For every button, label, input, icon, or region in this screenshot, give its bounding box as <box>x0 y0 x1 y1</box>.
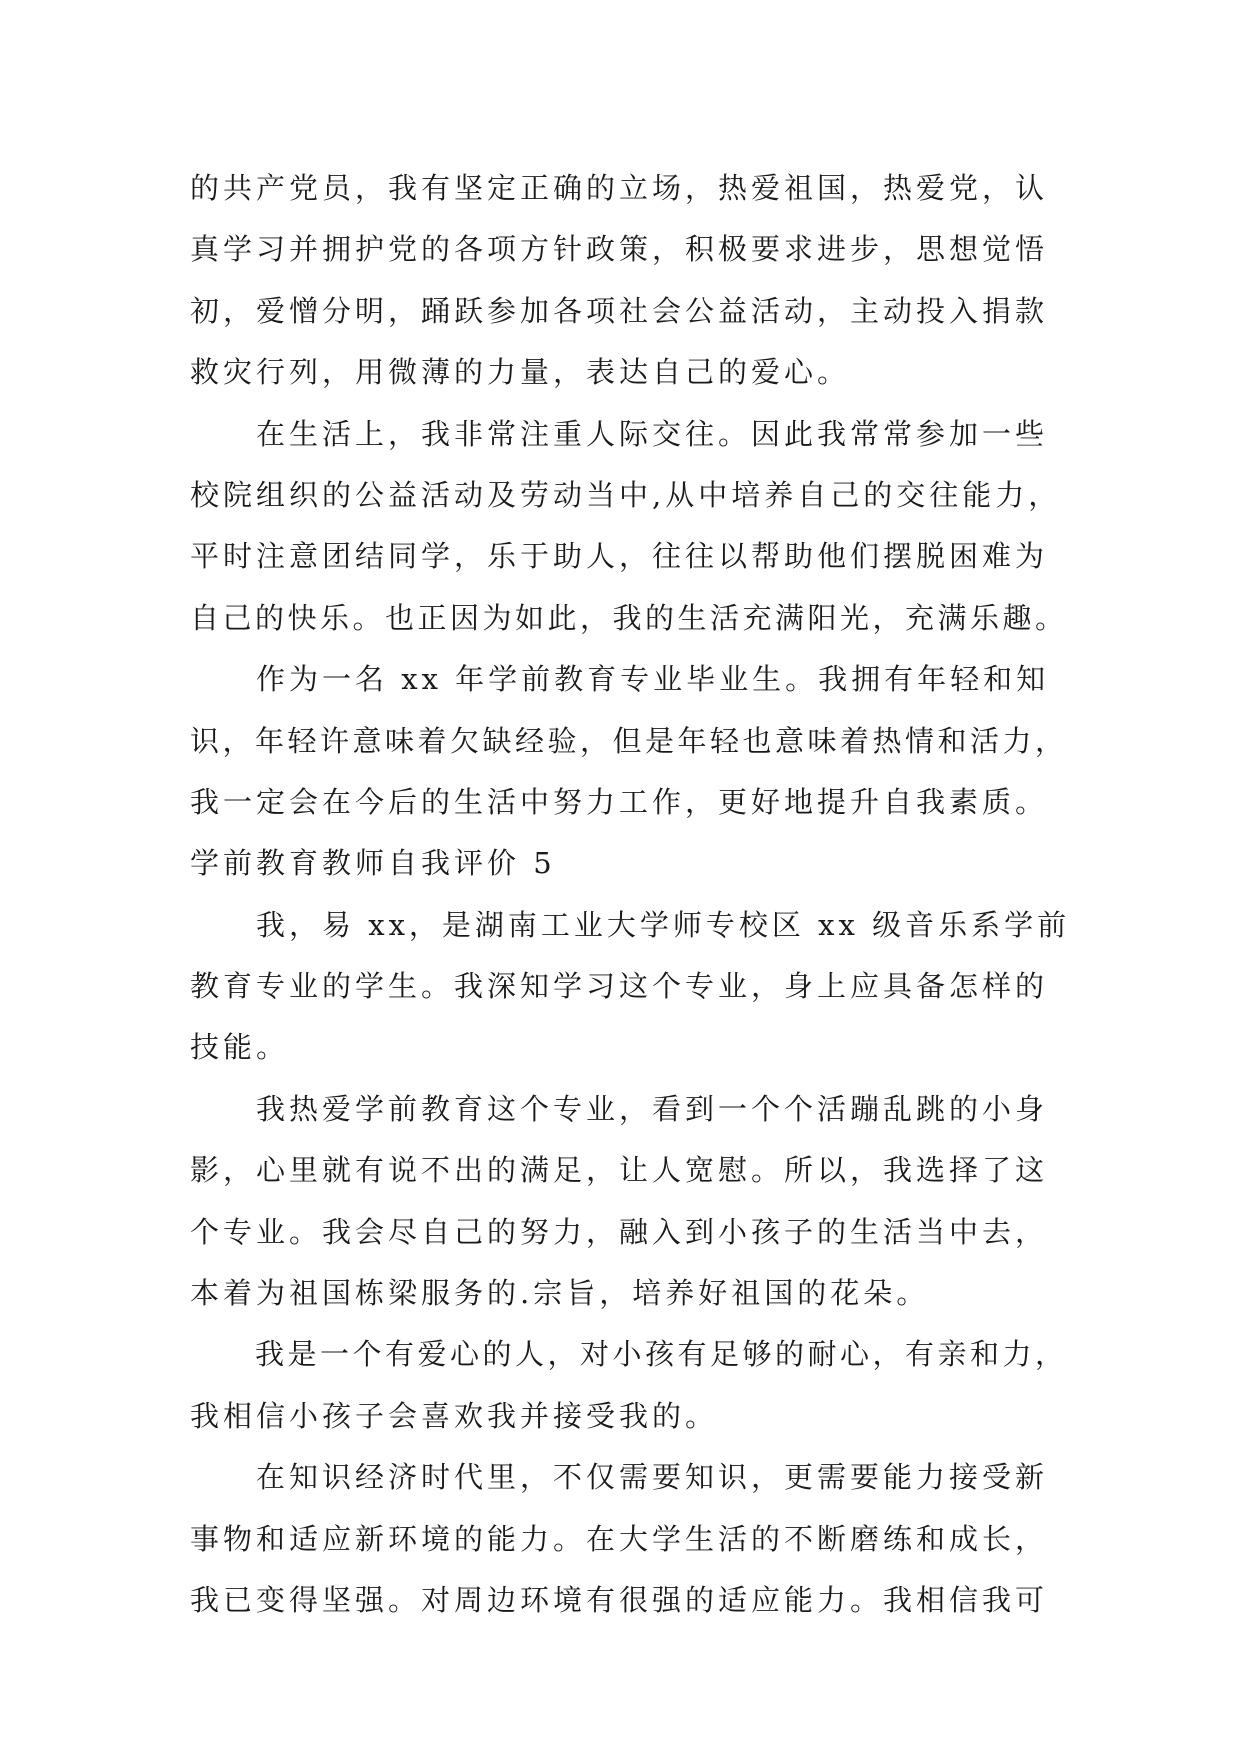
text-line: 技能。 <box>190 1030 290 1065</box>
text-line: 教育专业的学生。我深知学习这个专业，身上应具备怎样的 <box>190 969 1049 1004</box>
text-line: 在知识经济时代里，不仅需要知识，更需要能力接受新 <box>190 1460 1049 1495</box>
body-text <box>190 158 1070 1631</box>
text-line: 自己的快乐。也正因为如此，我的生活充满阳光，充满乐趣。 <box>190 600 1068 635</box>
text-line: 初，爱憎分明，踊跃参加各项社会公益活动，主动投入捐款 <box>190 293 1049 328</box>
section-heading: 学前教育教师自我评价 5 <box>190 846 556 881</box>
text-line: 个专业。我会尽自己的努力，融入到小孩子的生活当中去， <box>190 1214 1049 1249</box>
text-line: 真学习并拥护党的各项方针政策，积极要求进步，思想觉悟 <box>190 232 1049 267</box>
text-line: 我相信小孩子会喜欢我并接受我的。 <box>190 1398 719 1433</box>
text-line: 的共产党员，我有坚定正确的立场，热爱祖国，热爱党，认 <box>190 171 1049 205</box>
text-line: 我是一个有爱心的人，对小孩有足够的耐心，有亲和力， <box>190 1337 1068 1372</box>
text-line: 我，易 xx，是湖南工业大学师专校区 xx 级音乐系学前 <box>190 907 1071 942</box>
text-line: 平时注意团结同学，乐于助人，往往以帮助他们摆脱困难为 <box>190 539 1049 574</box>
text-line: 校院组织的公益活动及劳动当中,从中培养自己的交往能力， <box>190 477 1062 512</box>
text-line: 我热爱学前教育这个专业，看到一个个活蹦乱跳的小身 <box>190 1091 1049 1126</box>
text-line: 我一定会在今后的生活中努力工作，更好地提升自我素质。 <box>190 784 1049 819</box>
text-line: 我已变得坚强。对周边环境有很强的适应能力。我相信我可 <box>190 1582 1049 1617</box>
text-line: 识，年轻许意味着欠缺经验，但是年轻也意味着热情和活力， <box>190 723 1068 758</box>
text-line: 作为一名 xx 年学前教育专业毕业生。我拥有年轻和知 <box>190 662 1050 697</box>
text-line: 事物和适应新环境的能力。在大学生活的不断磨练和成长， <box>190 1521 1049 1556</box>
text-line: 在生活上，我非常注重人际交往。因此我常常参加一些 <box>190 416 1049 451</box>
text-line: 本着为祖国栋梁服务的.宗旨，培养好祖国的花朵。 <box>190 1276 930 1311</box>
text-line: 救灾行列，用微薄的力量，表达自己的爱心。 <box>190 355 851 390</box>
text-line: 影，心里就有说不出的满足，让人宽慰。所以，我选择了这 <box>190 1153 1049 1188</box>
